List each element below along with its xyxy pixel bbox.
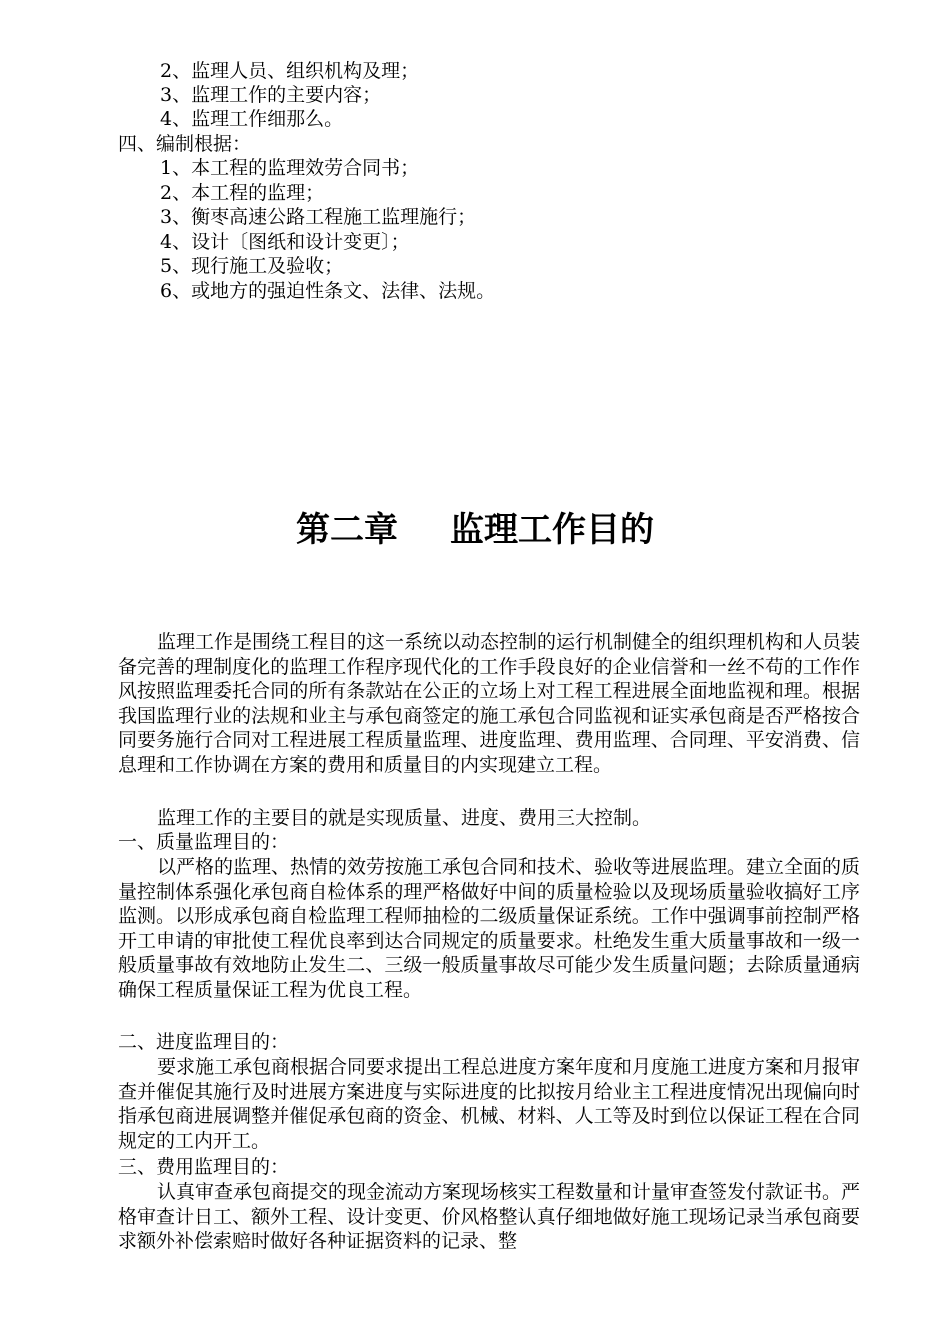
section-heading-basis: 四、编制根据：	[118, 133, 252, 155]
chapter-title	[0, 508, 950, 552]
basis-item-2: 2、本工程的监理；	[160, 182, 325, 204]
basis-item-3: 3、衡枣高速公路工程施工监理施行；	[160, 206, 477, 228]
list-item-2: 2、监理人员、组织机构及理；	[160, 60, 420, 82]
quality-paragraph: 以严格的监理、热情的效劳按施工承包合同和技术、验收等进展监理。建立全面的质量控制体系强化承包商自检体系的理严格做好中间的质量检验以及现场质量验收搞好工序监测。以形成承包商自检监理工程师抽检的二级质量保证系统。工作中强调事前控制严格开工申请的审批使工程优良率到达合同规定的质量要求。杜绝发生重大质量事故和一级一般质量事故有效地防止发生二、三级一般质量事故尽可能少发生质量问题；去除质量通病确保工程质量保证工程为优良工程。	[118, 856, 861, 1001]
section-heading-cost: 三、费用监理目的：	[118, 1156, 290, 1178]
basis-item-4: 4、设计〔图纸和设计变更〕；	[160, 231, 410, 253]
section-heading-quality: 一、质量监理目的：	[118, 831, 290, 853]
cost-paragraph: 认真审查承包商提交的现金流动方案现场核实工程数量和计量审查签发付款证书。严格审查计日工、额外工程、设计变更、价风格整认真仔细地做好施工现场记录当承包商要求额外补偿索赔时做好各种证据资料的记录、整	[118, 1181, 861, 1252]
intro-paragraph: 监理工作是围绕工程目的这一系统以动态控制的运行机制健全的组织理机构和人员装备完善的理制度化的监理工作程序现代化的工作手段良好的企业信誉和一丝不苟的工作作风按照监理委托合同的所有条款站在公正的立场上对工程工程进展全面地监视和理。根据我国监理行业的法规和业主与承包商签定的施工承包合同监视和证实承包商是否严格按合同要务施行合同对工程进展工程质量监理、进度监理、费用监理、合同理、平安消费、信息理和工作协调在方案的费用和质量目的内实现建立工程。	[118, 631, 861, 776]
summary-paragraph: 监理工作的主要目的就是实现质量、进度、费用三大控制。	[157, 807, 652, 829]
section-heading-progress: 二、进度监理目的：	[118, 1031, 290, 1053]
chapter-name: 监理工作目的	[450, 510, 654, 550]
basis-item-6: 6、或地方的强迫性条文、法律、法规。	[160, 280, 496, 302]
progress-paragraph: 要求施工承包商根据合同要求提出工程总进度方案年度和月度施工进度方案和月报审查并催促其施行及时进展方案进度与实际进度的比拟按月给业主工程进度情况出现偏向时指承包商进展调整并催促承包商的资金、机械、材料、人工等及时到位以保证工程在合同规定的工内开工。	[118, 1056, 861, 1152]
list-item-4: 4、监理工作细那么。	[160, 108, 344, 130]
list-item-3: 3、监理工作的主要内容；	[160, 84, 382, 106]
basis-item-1: 1、本工程的监理效劳合同书；	[160, 157, 420, 179]
basis-item-5: 5、现行施工及验收；	[160, 255, 344, 277]
chapter-number: 第二章	[296, 510, 398, 550]
